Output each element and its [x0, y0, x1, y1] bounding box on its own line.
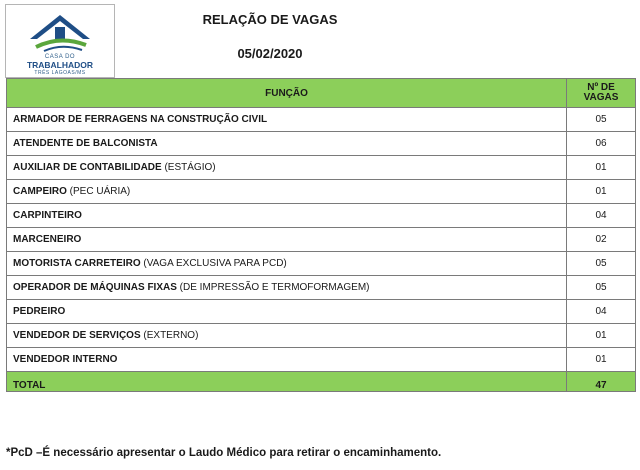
- page-date: 05/02/2020: [237, 46, 303, 61]
- job-function-cell: [7, 348, 567, 372]
- vacancy-count: 04: [567, 300, 636, 324]
- vacancy-count: 05: [567, 276, 636, 300]
- footnote: *PcD –É necessário apresentar o Laudo Médico para retirar o encaminhamento.: [6, 447, 442, 459]
- table-header-row: [7, 79, 636, 108]
- table-row: [7, 300, 636, 324]
- table-row: [7, 276, 636, 300]
- job-function-name: VENDEDOR INTERNO: [13, 354, 118, 365]
- vacancy-count: 01: [567, 156, 636, 180]
- job-function-cell: [7, 252, 567, 276]
- job-function-cell: [7, 300, 567, 324]
- job-function-name: PEDREIRO: [13, 306, 66, 317]
- job-function-name: MARCENEIRO: [13, 234, 82, 245]
- vacancy-count: 01: [567, 180, 636, 204]
- job-function-cell: [7, 108, 567, 132]
- job-function-name: VENDEDOR DE SERVIÇOS: [13, 330, 141, 341]
- vacancy-count: 05: [567, 108, 636, 132]
- job-function-cell: [7, 180, 567, 204]
- job-function-cell: [7, 204, 567, 228]
- job-function-note: (DE IMPRESSÃO E TERMOFORMAGEM): [176, 282, 370, 293]
- job-function-cell: [7, 132, 567, 156]
- job-function-cell: [7, 324, 567, 348]
- vacancy-count: 01: [567, 324, 636, 348]
- job-function-name: AUXILIAR DE CONTABILIDADE: [13, 162, 162, 173]
- total-label: TOTAL: [7, 372, 567, 392]
- table-row: [7, 324, 636, 348]
- logo-line-2: TRABALHADOR: [26, 60, 94, 70]
- job-function-name: CARPINTEIRO: [13, 210, 82, 221]
- logo-line-1: CASA DO: [44, 54, 76, 60]
- job-function-note: (ESTÁGIO): [161, 162, 216, 173]
- vacancy-count: 06: [567, 132, 636, 156]
- job-function-name: MOTORISTA CARRETEIRO: [13, 258, 141, 269]
- table-body: [7, 108, 636, 372]
- table-row: [7, 252, 636, 276]
- logo-line-3: TRÊS LAGOAS/MS: [34, 70, 86, 76]
- job-function-name: ATENDENTE DE BALCONISTA: [13, 138, 158, 149]
- logo: [5, 4, 115, 78]
- table-row: [7, 348, 636, 372]
- job-function-cell: [7, 156, 567, 180]
- house-logo-icon: [6, 5, 114, 55]
- total-row: [7, 372, 636, 392]
- vacancy-count: 05: [567, 252, 636, 276]
- column-header-quantity: [567, 79, 636, 108]
- table-row: [7, 180, 636, 204]
- table-row: [7, 132, 636, 156]
- vacancy-count: 04: [567, 204, 636, 228]
- job-function-note: (VAGA EXCLUSIVA PARA PCD): [140, 258, 287, 269]
- job-function-name: CAMPEIRO: [13, 186, 67, 197]
- table-row: [7, 156, 636, 180]
- column-header-quantity-label: Nº DE VAGAS: [583, 82, 619, 103]
- table-row: [7, 228, 636, 252]
- page-title: RELAÇÃO DE VAGAS: [202, 12, 338, 27]
- vacancies-table: [6, 78, 636, 392]
- total-value: 47: [567, 372, 636, 392]
- job-function-note: (PEC UÁRIA): [66, 186, 131, 197]
- job-function-cell: [7, 276, 567, 300]
- vacancy-count: 02: [567, 228, 636, 252]
- job-function-name: OPERADOR DE MÁQUINAS FIXAS: [13, 282, 177, 293]
- table-row: [7, 108, 636, 132]
- vacancy-count: 01: [567, 348, 636, 372]
- table-row: [7, 204, 636, 228]
- job-function-name: ARMADOR DE FERRAGENS NA CONSTRUÇÃO CIVIL: [13, 114, 268, 125]
- job-function-note: (EXTERNO): [140, 330, 199, 341]
- column-header-function: FUNÇÃO: [7, 79, 567, 108]
- job-function-cell: [7, 228, 567, 252]
